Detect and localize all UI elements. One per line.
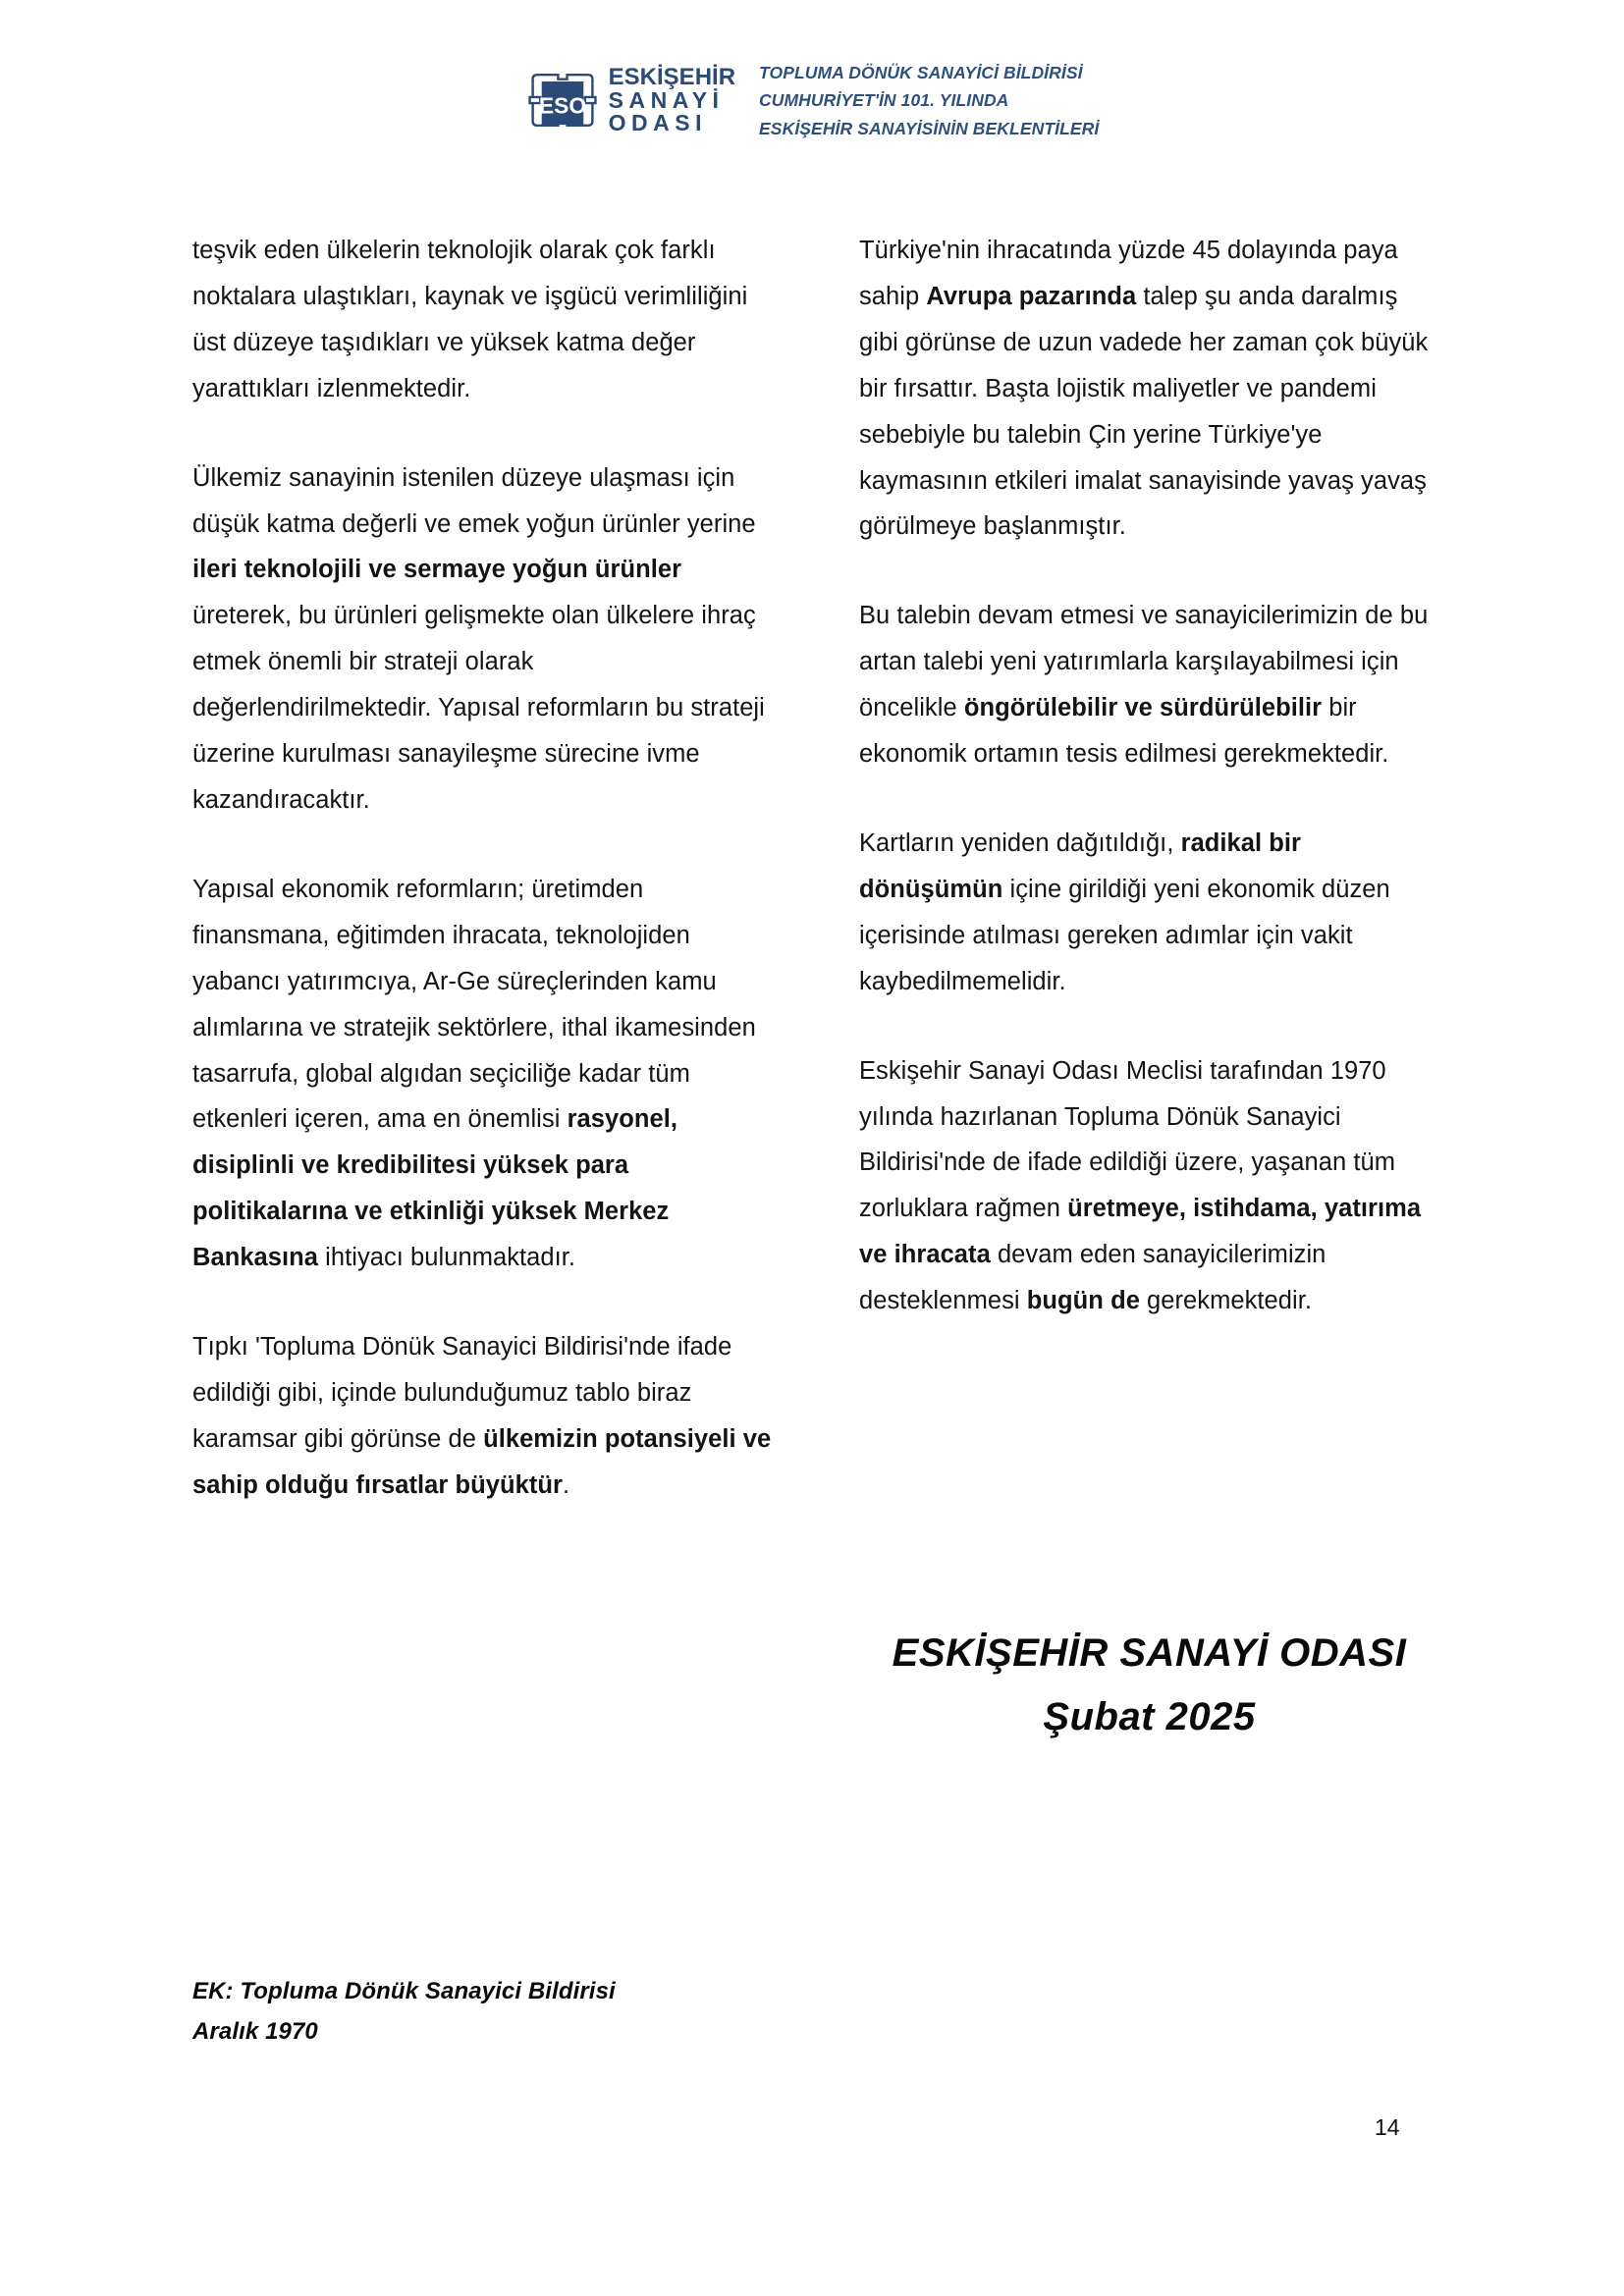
tagline-line-1: TOPLUMA DÖNÜK SANAYİCİ BİLDİRİSİ (759, 63, 1083, 82)
body-text: Türkiye'nin ihracatında yüzde 45 dolayında paya sahip (859, 237, 1398, 310)
tagline-line-3: ESKİŞEHİR SANAYİSİNİN BEKLENTİLERİ (759, 118, 1100, 138)
body-text: içine girildiği yeni ekonomik düzen içerisinde atılması gereken adımlar için vakit kaybedilmemelidir. (859, 875, 1390, 995)
body-text: Bu talebin devam etmesi ve sanayicilerimizin de bu artan talebi yeni yatırımlarla karşılayabilmesi için öncelikle (859, 602, 1429, 722)
right-column-paragraph (859, 228, 1439, 550)
right-text-column (859, 228, 1439, 1509)
header-inner (525, 57, 1100, 142)
page-number: 14 (1375, 2114, 1400, 2140)
emphasis-text: öngörülebilir ve sürdürülebilir (963, 694, 1323, 722)
body-columns (192, 228, 1439, 1509)
header-tagline (751, 57, 1099, 142)
body-text: teşvik eden ülkelerin teknolojik olarak çok farklı noktalara ulaştıkları, kaynak ve işgücü verimliliğini üst düzeye taşıdıkları ve yüksek katma değer yarattıkları izlenmektedir. (192, 237, 748, 402)
signature-date: Şubat 2025 (1043, 1694, 1256, 1738)
left-column-paragraph (192, 1324, 773, 1509)
emphasis-text: rasyonel, disiplinli ve kredibilitesi yüksek para politikalarına ve etkinliği yüksek Merkez Bankasına (192, 1105, 677, 1272)
body-text: Yapısal ekonomik reformların; üretimden finansmana, eğitimden ihracata, teknolojiden yabancı yatırımcıya, Ar-Ge süreçlerinden kamu alımlarına ve stratejik sektörlere, ithal ikamesinden tasarrufa, global algıdan seçiciliğe kadar tüm etkenleri içeren, ama en önemlisi (192, 875, 756, 1134)
emphasis-text: bugün de (1026, 1287, 1140, 1315)
body-text: . (563, 1470, 570, 1499)
body-text: gerekmektedir. (1139, 1287, 1313, 1315)
left-column-paragraph (192, 867, 773, 1281)
eso-logo (525, 63, 735, 137)
appendix-note (192, 1971, 880, 2053)
emphasis-text: radikal bir dönüşümün (859, 828, 1302, 903)
emphasis-text: Avrupa pazarında (926, 282, 1137, 310)
page-header (0, 57, 1624, 142)
emphasis-text: ülkemizin potansiyeli ve sahip olduğu fırsatlar büyüktür (192, 1424, 772, 1499)
emphasis-text: üretmeye, istihdama, yatırıma ve ihracata (859, 1195, 1422, 1269)
body-text: talep şu anda daralmış gibi görünse de uzun vadede her zaman çok büyük bir fırsattır. Başta lojistik maliyetler ve pandemi sebebiyle bu talebin Çin yerine Türkiye'ye kaymasının etkileri imalat sanayisinde yavaş yavaş görülmeye başlanmıştır. (859, 282, 1429, 541)
body-text: Kartların yeniden dağıtıldığı, (859, 828, 1181, 857)
signature-block (859, 1622, 1439, 1749)
eso-logo-text: ESO (538, 92, 586, 119)
left-column-paragraph (192, 228, 773, 412)
right-column-paragraph (859, 593, 1439, 777)
appendix-title: EK: Topluma Dönük Sanayici Bildirisi (192, 1978, 616, 2004)
body-text: üreterek, bu ürünleri gelişmekte olan ülkelere ihraç etmek önemli bir strateji olarak değerlendirilmektedir. Yapısal reformların bu strateji üzerine kurulması sanayileşme sürecine ivme kazandıracaktır. (192, 602, 765, 814)
eso-logo-mark-icon (525, 63, 600, 137)
body-text: ihtiyacı bulunmaktadır. (318, 1244, 576, 1272)
right-column-paragraph (859, 821, 1439, 1005)
left-text-column (192, 228, 773, 1509)
logo-word-eskisehir: ESKİŞEHİR (608, 63, 736, 90)
appendix-date: Aralık 1970 (192, 2018, 318, 2046)
logo-word-sanayi: SANAYİ (608, 86, 725, 113)
body-text: Ülkemiz sanayinin istenilen düzeye ulaşması için düşük katma değerli ve emek yoğun ürünler yerine (192, 463, 756, 538)
tagline-line-2: CUMHURİYET'İN 101. YILINDA (759, 90, 1009, 111)
left-column-paragraph (192, 455, 773, 824)
body-text: bir ekonomik ortamın tesis edilmesi gerekmektedir. (859, 694, 1389, 769)
body-text: devam eden sanayicilerimizin desteklenmesi (859, 1241, 1326, 1315)
eso-logo-wordmark (608, 63, 736, 135)
signature-organization: ESKİŞEHİR SANAYİ ODASI (892, 1631, 1407, 1675)
body-text: Tıpkı 'Topluma Dönük Sanayici Bildirisi'nde ifade edildiği gibi, içinde bulunduğumuz tablo biraz karamsar gibi görünse de (192, 1333, 732, 1453)
body-text: Eskişehir Sanayi Odası Meclisi tarafından 1970 yılında hazırlanan Topluma Dönük Sanayici Bildirisi'nde de ifade edildiği üzere, yaşanan tüm zorluklara rağmen (859, 1056, 1396, 1223)
logo-word-odasi: ODASI (608, 109, 707, 135)
right-column-paragraph (859, 1048, 1439, 1324)
emphasis-text: ileri teknolojili ve sermaye yoğun ürünler (192, 556, 682, 584)
